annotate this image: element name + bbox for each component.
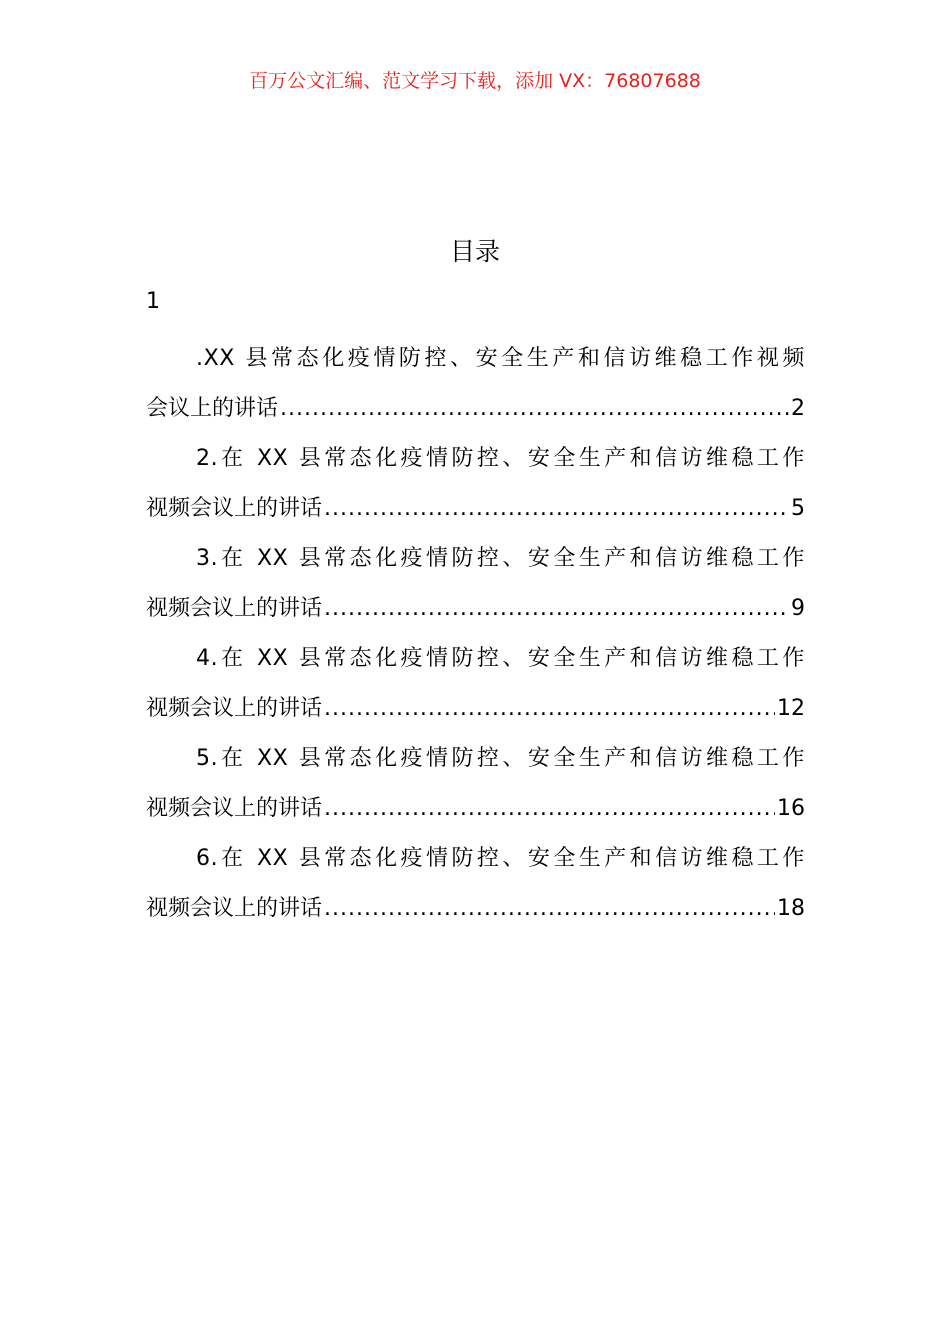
table-of-contents bbox=[146, 284, 805, 934]
toc-entry-line1: .XX 县常态化疫情防控、安全生产和信访维稳工作视频 bbox=[196, 346, 805, 371]
toc-entry[interactable] bbox=[146, 534, 805, 634]
toc-entry[interactable] bbox=[146, 634, 805, 734]
toc-page-number: 16 bbox=[777, 796, 805, 821]
toc-entry-line1: 6.在 XX 县常态化疫情防控、安全生产和信访维稳工作 bbox=[196, 846, 805, 871]
watermark-text: 百万公文汇编、范文学习下载，添加 VX：76807688 bbox=[249, 70, 701, 92]
toc-dot-leader bbox=[324, 484, 789, 534]
toc-dot-leader bbox=[324, 584, 789, 634]
toc-entry-line2: 视频会议上的讲话 bbox=[146, 896, 323, 921]
toc-entry-line1: 2.在 XX 县常态化疫情防控、安全生产和信访维稳工作 bbox=[196, 446, 805, 471]
toc-page-number: 9 bbox=[791, 596, 805, 621]
toc-page-number: 2 bbox=[791, 396, 805, 421]
toc-page-number: 12 bbox=[777, 696, 805, 721]
toc-dot-leader bbox=[324, 784, 775, 834]
toc-dot-leader bbox=[280, 384, 789, 434]
toc-entry[interactable] bbox=[146, 734, 805, 834]
toc-dot-leader bbox=[324, 884, 775, 934]
toc-number: 1 bbox=[146, 289, 160, 314]
toc-entry[interactable] bbox=[146, 834, 805, 934]
toc-page-number: 5 bbox=[791, 496, 805, 521]
page-title: 目录 bbox=[449, 237, 500, 266]
toc-page-number: 18 bbox=[777, 896, 805, 921]
toc-dot-leader bbox=[324, 684, 775, 734]
toc-entry-line1: 4.在 XX 县常态化疫情防控、安全生产和信访维稳工作 bbox=[196, 646, 805, 671]
toc-entry-line2: 视频会议上的讲话 bbox=[146, 796, 323, 821]
toc-entry-line2: 视频会议上的讲话 bbox=[146, 596, 323, 621]
toc-entry-line2: 会议上的讲话 bbox=[146, 396, 279, 421]
toc-entry-line1: 3.在 XX 县常态化疫情防控、安全生产和信访维稳工作 bbox=[196, 546, 805, 571]
toc-entry-line2: 视频会议上的讲话 bbox=[146, 696, 323, 721]
toc-entry-line1: 5.在 XX 县常态化疫情防控、安全生产和信访维稳工作 bbox=[196, 746, 805, 771]
toc-entry[interactable] bbox=[146, 434, 805, 534]
toc-entry-line2: 视频会议上的讲话 bbox=[146, 496, 323, 521]
toc-entry[interactable] bbox=[146, 334, 805, 434]
